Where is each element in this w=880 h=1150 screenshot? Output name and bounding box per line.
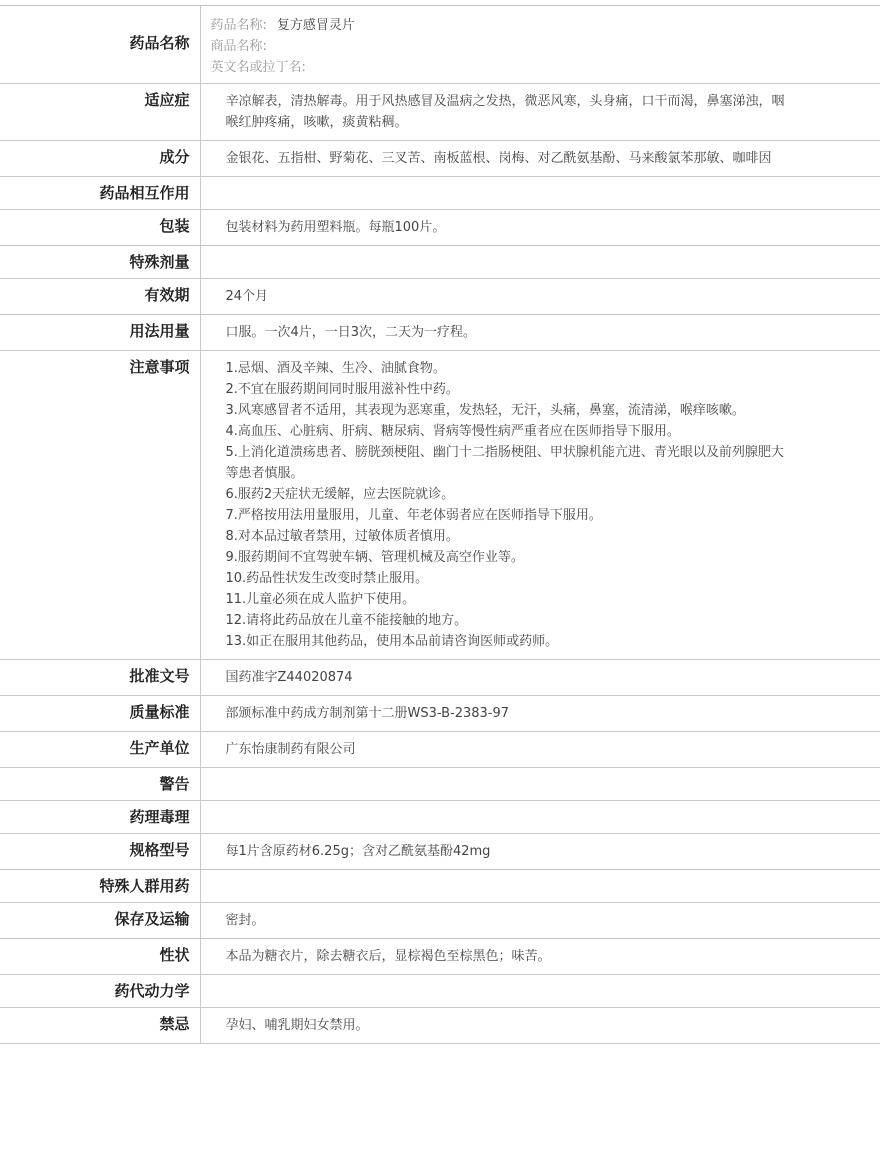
row-label: 生产单位 <box>0 732 200 768</box>
row-value: 部颁标准中药成方制剂第十二册WS3-B-2383-97 <box>200 696 880 732</box>
row-value <box>200 246 880 279</box>
row-label: 性状 <box>0 939 200 975</box>
english-name-key: 英文名或拉丁名: <box>210 60 306 75</box>
row-value <box>200 870 880 903</box>
generic-name-line <box>211 15 880 36</box>
row-label: 批准文号 <box>0 660 200 696</box>
row-packaging <box>0 210 880 246</box>
row-ingredients <box>0 141 880 177</box>
row-label: 成分 <box>0 141 200 177</box>
row-dosage <box>0 315 880 351</box>
row-value: 密封。 <box>200 903 880 939</box>
row-value: 口服。一次4片，一日3次，二天为一疗程。 <box>200 315 880 351</box>
row-value: 辛凉解表，清热解毒。用于风热感冒及温病之发热，微恶风寒，头身痛，口干而渴，鼻塞涕浊，咽喉红肿疼痛，咳嗽，痰黄粘稠。 <box>200 84 880 141</box>
precaution-item: 13.如正在服用其他药品，使用本品前请咨询医师或药师。 <box>225 634 559 649</box>
precaution-item: 12.请将此药品放在儿童不能接触的地方。 <box>225 613 468 628</box>
row-special-dosage <box>0 246 880 279</box>
row-warning <box>0 768 880 801</box>
row-label: 规格型号 <box>0 834 200 870</box>
row-label: 禁忌 <box>0 1008 200 1044</box>
precautions-list <box>200 351 880 660</box>
row-pharmacokinetics <box>0 975 880 1008</box>
row-value: 广东怡康制药有限公司 <box>200 732 880 768</box>
row-value: 24个月 <box>200 279 880 315</box>
trade-name-key: 商品名称: <box>210 39 267 54</box>
precaution-item: 4.高血压、心脏病、肝病、糖尿病、肾病等慢性病严重者应在医师指导下服用。 <box>225 424 680 439</box>
precaution-item: 5.上消化道溃疡患者、膀胱颈梗阻、幽门十二指肠梗阻、甲状腺机能亢进、青光眼以及前列腺肥大等患者慎服。 <box>225 445 784 481</box>
row-pharmacology <box>0 801 880 834</box>
precaution-item: 11.儿童必须在成人监护下使用。 <box>225 592 416 607</box>
row-label: 药理毒理 <box>0 801 200 834</box>
row-value: 国药准字Z44020874 <box>200 660 880 696</box>
generic-name-value: 复方感冒灵片 <box>276 18 355 33</box>
row-storage <box>0 903 880 939</box>
row-label: 特殊人群用药 <box>0 870 200 903</box>
row-label: 药代动力学 <box>0 975 200 1008</box>
row-contraindications <box>0 1008 880 1044</box>
row-label: 质量标准 <box>0 696 200 732</box>
row-label: 药品相互作用 <box>0 177 200 210</box>
row-value <box>200 975 880 1008</box>
precaution-item: 9.服药期间不宜驾驶车辆、管理机械及高空作业等。 <box>225 550 524 565</box>
row-label: 特殊剂量 <box>0 246 200 279</box>
row-indications <box>0 84 880 141</box>
drug-info-sheet <box>0 5 880 1044</box>
drug-info-table <box>0 5 880 1044</box>
row-specification <box>0 834 880 870</box>
row-value: 每1片含原药材6.25g；含对乙酰氨基酚42mg <box>200 834 880 870</box>
generic-name-key: 药品名称: <box>210 18 267 33</box>
row-label: 用法用量 <box>0 315 200 351</box>
precaution-item: 8.对本品过敏者禁用，过敏体质者慎用。 <box>225 529 459 544</box>
row-interactions <box>0 177 880 210</box>
precaution-item: 2.不宜在服药期间同时服用滋补性中药。 <box>225 382 459 397</box>
row-manufacturer <box>0 732 880 768</box>
row-special-populations <box>0 870 880 903</box>
row-precautions <box>0 351 880 660</box>
row-value: 金银花、五指柑、野菊花、三叉苦、南板蓝根、岗梅、对乙酰氨基酚、马来酸氯苯那敏、咖啡因 <box>200 141 880 177</box>
row-label: 警告 <box>0 768 200 801</box>
row-approval-number <box>0 660 880 696</box>
row-quality-standard <box>0 696 880 732</box>
row-shelf-life <box>0 279 880 315</box>
row-value <box>200 801 880 834</box>
row-label: 有效期 <box>0 279 200 315</box>
precaution-item: 7.严格按用法用量服用，儿童、年老体弱者应在医师指导下服用。 <box>225 508 602 523</box>
precaution-item: 10.药品性状发生改变时禁止服用。 <box>225 571 429 586</box>
row-value: 本品为糖衣片，除去糖衣后，显棕褐色至棕黑色；味苦。 <box>200 939 880 975</box>
row-label: 适应症 <box>0 84 200 141</box>
precaution-item: 1.忌烟、酒及辛辣、生冷、油腻食物。 <box>225 361 446 376</box>
precaution-item: 3.风寒感冒者不适用，其表现为恶寒重，发热轻，无汗，头痛，鼻塞，流清涕，喉痒咳嗽。 <box>225 403 745 418</box>
row-value: 包装材料为药用塑料瓶。每瓶100片。 <box>200 210 880 246</box>
row-label: 包装 <box>0 210 200 246</box>
precaution-item: 6.服药2天症状无缓解，应去医院就诊。 <box>225 487 455 502</box>
name-values <box>200 6 880 84</box>
row-value <box>200 768 880 801</box>
row-description <box>0 939 880 975</box>
row-label: 保存及运输 <box>0 903 200 939</box>
row-value: 孕妇、哺乳期妇女禁用。 <box>200 1008 880 1044</box>
row-value <box>200 177 880 210</box>
row-label: 药品名称 <box>0 6 200 84</box>
row-drug-name <box>0 6 880 84</box>
row-label: 注意事项 <box>0 351 200 660</box>
